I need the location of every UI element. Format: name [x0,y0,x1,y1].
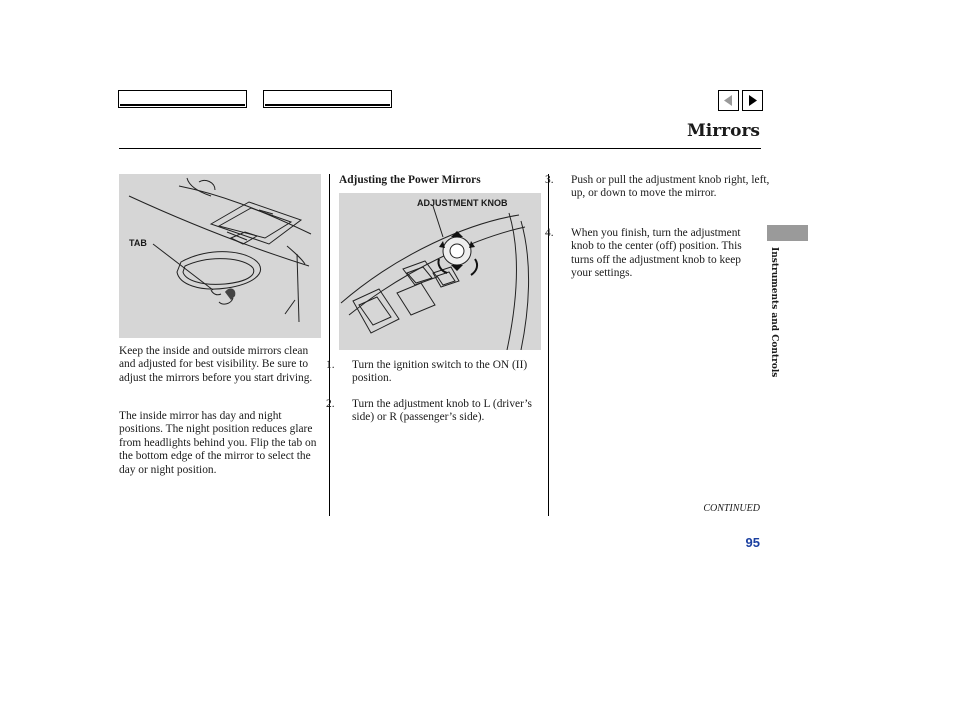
column-divider-left [329,174,330,516]
nav-button-contents[interactable] [118,90,247,108]
step-1 [326,359,556,386]
header-rule [119,148,761,149]
step-4 [545,227,761,281]
page-number: 95 [745,535,760,550]
next-page-button[interactable] [742,90,763,111]
continued-label: CONTINUED [703,503,760,514]
tab-callout-label: TAB [129,238,147,248]
nav-button-underline [265,104,390,106]
step-2 [326,398,556,425]
nav-button-index[interactable] [263,90,392,108]
rearview-mirror-figure [119,174,321,338]
page-title: Mirrors [686,121,760,141]
rearview-mirror-illustration [119,174,321,338]
triangle-right-icon [743,91,762,110]
section-heading: Adjusting the Power Mirrors [339,174,481,186]
step-text: Turn the adjustment knob to L (driver’s side) or R (passenger’s side). [352,398,532,424]
day-night-paragraph: The inside mirror has day and night positions. The night position reduces glare from headlights behind you. Flip the tab on the bottom edge of the mirror to select the day or night position. [119,410,317,476]
power-mirror-switch-illustration [339,193,541,350]
step-3 [545,174,775,201]
step-number: 1. [326,359,335,371]
power-mirror-switch-figure [339,193,541,350]
step-number: 3. [545,174,554,186]
step-text: Turn the ignition switch to the ON (II) position. [352,359,528,385]
column-divider-right [548,174,549,516]
step-text: When you finish, turn the adjustment knob to the center (off) position. This turns off the adjustment knob to keep your settings. [571,227,742,280]
triangle-left-icon [719,91,738,110]
step-text: Push or pull the adjustment knob right, left, up, or down to move the mirror. [571,174,770,200]
section-tab-marker [767,225,808,241]
section-side-label: Instruments and Controls [769,247,779,378]
intro-paragraph: Keep the inside and outside mirrors clean and adjusted for best visibility. Be sure to adjust the mirrors before you start driving. [119,345,313,384]
nav-button-underline [120,104,245,106]
step-number: 4. [545,227,554,239]
prev-page-button[interactable] [718,90,739,111]
step-number: 2. [326,398,335,410]
adjustment-knob-callout-label: ADJUSTMENT KNOB [417,198,508,208]
